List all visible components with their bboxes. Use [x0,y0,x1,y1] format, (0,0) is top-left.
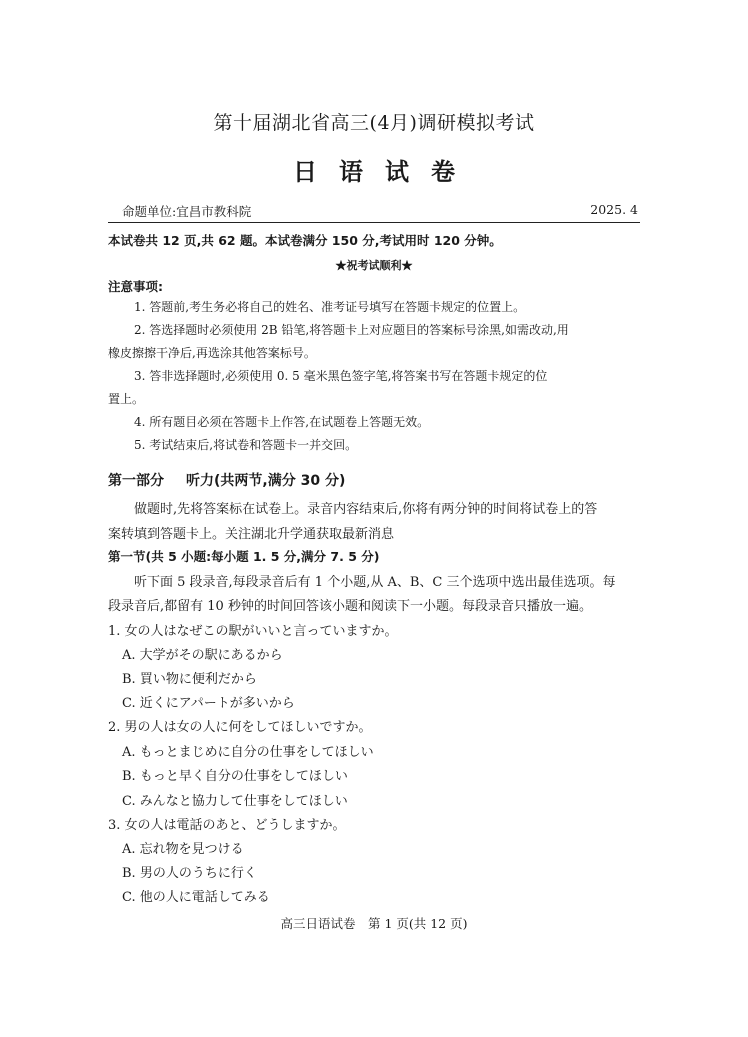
question-stem: 3. 女の人は電話のあと、どうしますか。 [108,818,346,833]
question-stem: 2. 男の人は女の人に何をしてほしいですか。 [108,720,372,735]
question-option: B. 男の人のうちに行く [122,866,257,881]
part1-intro-continued: 案转填到答题卡上。关注湖北升学通获取最新消息 [108,527,395,542]
part1-intro: 做题时,先将答案标在试卷上。录音内容结束后,你将有两分钟的时间将试卷上的答 [134,502,598,517]
section1-instructions: 听下面 5 段录音,每段录音后有 1 个小题,从 A、B、C 三个选项中选出最佳选项。每 [134,575,616,590]
exam-title: 第十届湖北省高三(4月)调研模拟考试 [213,112,535,134]
question-option: B. もっと早く自分の仕事をしてほしい [122,769,348,784]
notice-item: 5. 考试结束后,将试卷和答题卡一并交回。 [134,438,358,452]
question-stem: 1. 女の人はなぜこの駅がいいと言っていますか。 [108,624,398,639]
section1-instructions-continued: 段录音后,都留有 10 秒钟的时间回答该小题和阅读下一小题。每段录音只播放一遍。 [108,599,592,614]
notice-heading: 注意事项: [108,279,163,294]
part1-heading [108,470,345,490]
notice-item: 4. 所有题目必须在答题卡上作答,在试题卷上答题无效。 [134,415,430,429]
notice-item: 1. 答题前,考生务必将自己的姓名、准考证号填写在答题卡规定的位置上。 [134,300,526,314]
notice-item: 3. 答非选择题时,必须使用 0. 5 毫米黑色签字笔,将答案书写在答题卡规定的位 [134,369,548,383]
part1-label: 第一部分 [108,473,164,489]
notice-item: 2. 答选择题时必须使用 2B 铅笔,将答题卡上对应题目的答案标号涂黑,如需改动,用 [134,323,569,337]
exam-summary: 本试卷共 12 页,共 62 题。本试卷满分 150 分,考试用时 120 分钟。 [108,233,502,248]
question-option: C. 他の人に電話してみる [122,890,270,905]
notice-item-continued: 置上。 [108,392,145,406]
part1-title: 听力(共两节,满分 30 分) [186,473,346,489]
notice-item-continued: 橡皮擦擦干净后,再选涂其他答案标号。 [108,346,316,360]
question-option: C. みんなと協力して仕事をしてほしい [122,794,348,809]
good-luck-banner: ★祝考试顺利★ [335,259,413,272]
exam-date: 2025. 4 [590,202,638,217]
subject-title: 日语试卷 [293,158,477,186]
question-option: C. 近くにアパートが多いから [122,696,295,711]
header-divider [108,222,640,223]
question-option: B. 買い物に便利だから [122,672,257,687]
question-option: A. 忘れ物を見つける [122,842,244,857]
question-option: A. 大学がその駅にあるから [122,648,283,663]
question-option: A. もっとまじめに自分の仕事をしてほしい [122,745,374,760]
section1-heading: 第一节(共 5 小题:每小题 1. 5 分,满分 7. 5 分) [108,549,380,564]
author-unit: 命题单位:宜昌市教科院 [122,204,252,219]
page-footer: 高三日语试卷 第 1 页(共 12 页) [280,916,468,931]
